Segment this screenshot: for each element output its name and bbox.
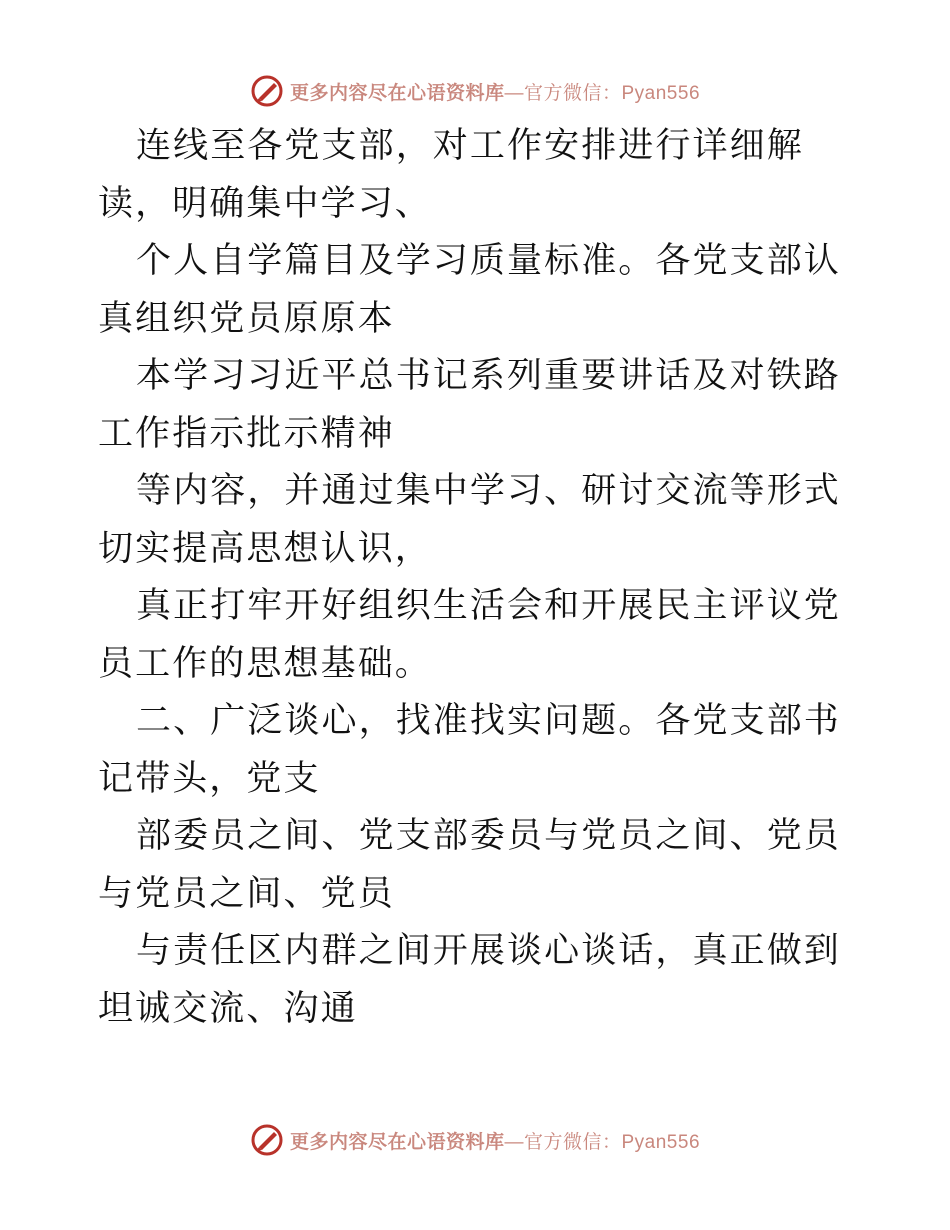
header-site-text: 更多内容尽在心语资料库 xyxy=(289,81,505,104)
paragraph-2: 个人自学篇目及学习质量标准。各党支部认真组织党员原原本 xyxy=(98,241,841,339)
brand-logo-icon xyxy=(250,74,284,108)
footer-separator: — xyxy=(504,1131,524,1153)
paragraph-1: 连线至各党支部，对工作安排进行详细解读，明确集中学习、 xyxy=(98,126,804,224)
document-body xyxy=(98,118,858,1038)
footer-banner xyxy=(0,1120,950,1160)
header-contact-text: 官方微信：Pyan556 xyxy=(524,82,701,104)
paragraph-7: 部委员之间、党支部委员与党员之间、党员与党员之间、党员 xyxy=(98,816,841,914)
paragraph-5: 真正打牢开好组织生活会和开展民主评议党员工作的思想基础。 xyxy=(98,586,841,684)
footer-banner-text xyxy=(290,1127,700,1154)
paragraph-4: 等内容，并通过集中学习、研讨交流等形式切实提高思想认识， xyxy=(98,471,841,569)
paragraph-8: 与责任区内群之间开展谈心谈话，真正做到坦诚交流、沟通 xyxy=(98,931,841,1029)
footer-site-text: 更多内容尽在心语资料库 xyxy=(289,1130,505,1153)
footer-contact-text: 官方微信：Pyan556 xyxy=(524,1131,701,1153)
paragraph-6: 二、广泛谈心，找准找实问题。各党支部书记带头，党支 xyxy=(98,701,841,799)
header-banner xyxy=(0,71,950,111)
paragraph-3: 本学习习近平总书记系列重要讲话及对铁路工作指示批示精神 xyxy=(98,356,841,454)
header-banner-text xyxy=(290,78,700,105)
brand-logo-icon xyxy=(250,1123,284,1157)
header-separator: — xyxy=(504,82,524,104)
